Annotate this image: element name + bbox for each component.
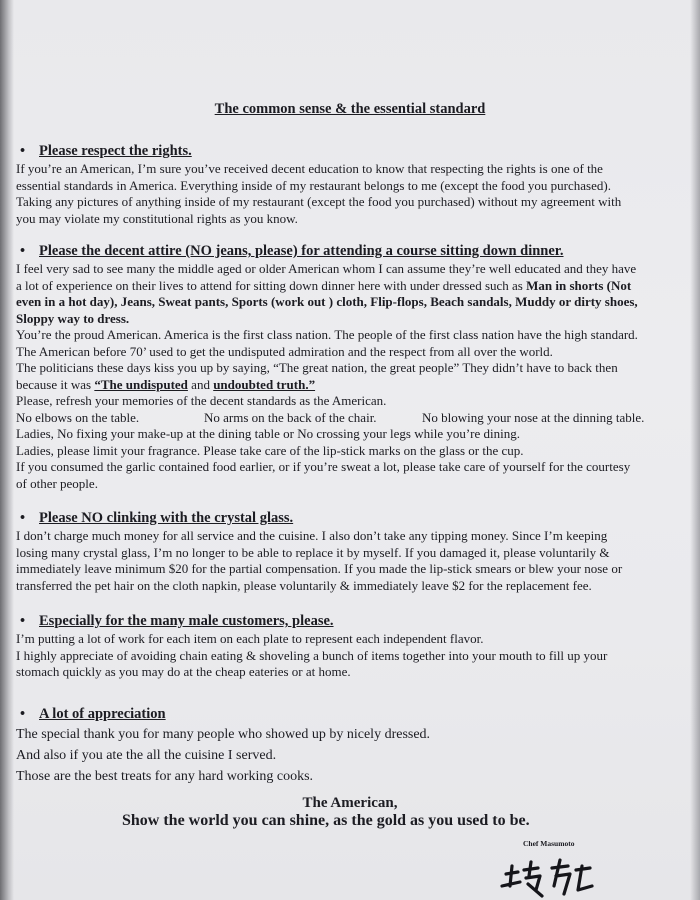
- rule-item: No arms on the back of the chair.: [204, 409, 377, 425]
- handwritten-signature: [498, 856, 598, 900]
- text-line: of other people.: [16, 475, 98, 491]
- section-body: [16, 161, 696, 227]
- section-body: [16, 724, 696, 787]
- bullet-icon: •: [20, 510, 26, 526]
- text-line: I feel very sad to see many the middle aged or older American whom I can assume they’re well educated and they have: [16, 261, 637, 276]
- text-line: You’re the proud American. America is the first class nation. The people of the first class nation have the high standard.: [16, 327, 638, 342]
- rule-item: No blowing your nose at the dinning table.: [422, 409, 645, 425]
- text-line: Ladies, No fixing your make-up at the dining table or No crossing your legs while you’re dining.: [16, 426, 521, 441]
- page-edge-shadow: [0, 0, 14, 900]
- text-line: If you consumed the garlic contained food earlier, or if you’re sweat a lot, please take care of yourself for the courtesy: [16, 459, 631, 474]
- closing-line: The American,: [302, 795, 398, 811]
- section-decent-attire: [16, 243, 696, 492]
- text-line: If you’re an American, I’m sure you’ve received decent education to know that respecting the rights is one of the: [16, 161, 603, 176]
- rule-item: No elbows on the table.: [16, 409, 140, 425]
- section-heading: • A lot of appreciation: [20, 706, 166, 722]
- text-line: because it was “The undisputed and undoubted truth.”: [16, 376, 316, 392]
- text-line: Please, refresh your memories of the decent standards as the American.: [16, 393, 387, 408]
- text-line: transferred the pet hair on the cloth napkin, please voluntarily & immediately leave $2 for the replacement fee.: [16, 577, 592, 593]
- text-line: essential standards in America. Everything inside of my restaurant belongs to me (except the food you purchased).: [16, 177, 611, 193]
- section-heading: • Especially for the many male customers, please.: [20, 613, 334, 629]
- section-body: [16, 631, 696, 681]
- text-line: you may violate my constitutional rights as you know.: [16, 210, 298, 226]
- table-manners-row: [16, 410, 696, 427]
- section-heading: • Please the decent attire (NO jeans, please) for attending a course sitting down dinner.: [20, 243, 564, 259]
- section-body: [16, 261, 696, 492]
- bullet-icon: •: [20, 143, 26, 159]
- signature-name: Chef Masumoto: [523, 839, 575, 848]
- text-line: The politicians these days kiss you up by saying, “The great nation, the great people” They didn’t have to back then: [16, 360, 618, 375]
- text-line: Sloppy way to dress.: [16, 310, 130, 326]
- text-line: losing many crystal glass, I’m no longer to be able to replace it by myself. If you damaged it, please voluntarily &: [16, 544, 610, 560]
- text-line: I highly appreciate of avoiding chain eating & shoveling a bunch of items together into your mouth to fill up your: [16, 647, 608, 663]
- text-line: The special thank you for many people who showed up by nicely dressed.: [16, 727, 431, 742]
- text-line: I don’t charge much money for all service and the cuisine. I also don’t take any tipping money. Since I’m keeping: [16, 528, 608, 543]
- section-heading: • Please NO clinking with the crystal glass.: [20, 510, 294, 526]
- page-title: The common sense & the essential standard: [214, 101, 486, 117]
- text-line: stomach quickly as you may do at the cheap eateries or at home.: [16, 664, 351, 679]
- section-body: [16, 528, 696, 594]
- bullet-icon: •: [20, 243, 26, 259]
- section-male-customers: [16, 613, 696, 681]
- bullet-icon: •: [20, 613, 26, 629]
- closing-slogan: Show the world you can shine, as the gold as you used to be.: [122, 812, 530, 829]
- section-heading: • Please respect the rights.: [20, 143, 192, 159]
- text-line: Ladies, please limit your fragrance. Please take care of the lip-stick marks on the glass or the cup.: [16, 442, 524, 458]
- text-line: a lot of experience on their lives to attend for sitting down dinner here with under dressed such as Man in shorts (Not: [16, 277, 632, 293]
- section-no-clinking: [16, 510, 696, 594]
- text-line: Taking any pictures of anything inside of my restaurant (except the food you purchased) without my agreement with: [16, 194, 622, 209]
- text-line: immediately leave minimum $20 for the partial compensation. If you made the lip-stick smears or blew your nose or: [16, 561, 623, 576]
- text-line: I’m putting a lot of work for each item on each plate to represent each independent flavor.: [16, 631, 484, 646]
- section-respect-rights: [16, 143, 696, 227]
- text-line: Those are the best treats for any hard working cooks.: [16, 769, 314, 784]
- bullet-icon: •: [20, 706, 26, 722]
- text-line: even in a hot day), Jeans, Sweat pants, Sports (work out ) cloth, Flip-flops, Beach sandals, Muddy or dirty shoes,: [16, 294, 638, 309]
- text-line: The American before 70’ used to get the undisputed admiration and the respect from all over the world.: [16, 343, 553, 359]
- section-appreciation: [16, 706, 696, 787]
- text-line: And also if you ate the all the cuisine I served.: [16, 748, 277, 763]
